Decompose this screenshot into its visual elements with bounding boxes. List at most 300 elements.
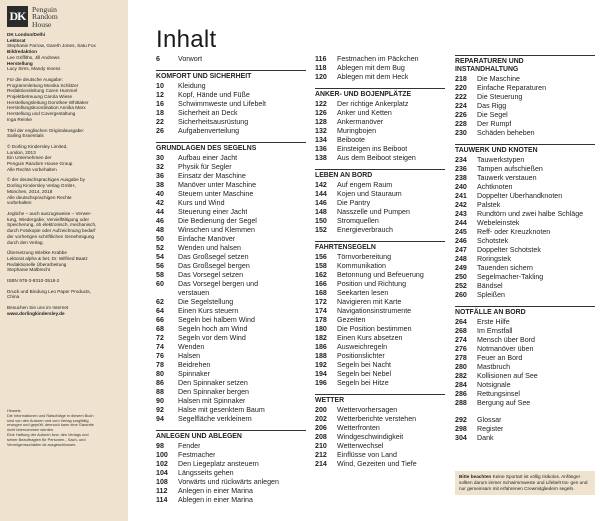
toc-entry-title: Schwimmweste und Lifebelt <box>178 100 266 108</box>
toc-page-number: 166 <box>315 280 327 288</box>
toc-page-number: 188 <box>315 352 327 360</box>
toc-column-3 <box>455 55 595 443</box>
toc-entry <box>315 64 445 73</box>
toc-page-number: 282 <box>455 372 467 380</box>
safety-note-line: gen und nur gemeinsam mit erfahrenen <box>459 480 588 491</box>
toc-entry-title: Achtknoten <box>477 183 513 191</box>
toc-page-number: 196 <box>315 379 327 387</box>
toc-entry-title: Die Pantry <box>337 199 371 207</box>
toc-entry <box>315 109 445 118</box>
toc-page-number: 242 <box>455 201 467 209</box>
toc-entry-title: Im Ernstfall <box>477 327 513 335</box>
toc-entry-title: Bändsel <box>477 282 503 290</box>
toc-entry <box>156 91 306 100</box>
toc-page-number: 304 <box>455 434 467 442</box>
toc-entry-title: Position und Richtung <box>337 280 407 288</box>
toc-page-number: 138 <box>315 154 327 162</box>
imprint-line: Redaktionsleitung Caren Hummel <box>7 88 78 94</box>
toc-entry <box>455 282 595 291</box>
toc-entry <box>455 264 595 273</box>
toc-entry <box>315 190 445 199</box>
toc-section-heading-text: GRUNDLAGEN DES SEGELNS <box>156 145 257 152</box>
imprint-line: Für die deutsche Ausgabe: <box>7 76 63 82</box>
toc-page-number: 206 <box>315 424 327 432</box>
toc-page-number: 246 <box>455 237 467 245</box>
toc-entry <box>156 415 306 424</box>
toc-entry-title: Spleißen <box>477 291 505 299</box>
toc-entry-title: Navigationsinstrumente <box>337 307 412 315</box>
toc-entry-title: Die Position bestimmen <box>337 325 412 333</box>
toc-entry-title: Betonnung und Befeuerung <box>337 271 424 279</box>
disclaimer-line: Vermögensschäden ist ausgeschlossen. <box>7 441 77 447</box>
toc-entry-title: Segeln bei halbem Wind <box>178 316 255 324</box>
toc-page-number: 236 <box>455 165 467 173</box>
toc-entry-title: verstauen <box>178 289 210 297</box>
toc-entry <box>156 244 306 253</box>
toc-entry <box>315 145 445 154</box>
safety-note-box <box>455 471 595 495</box>
toc-page-number: 144 <box>315 190 327 198</box>
toc-page-number: 156 <box>315 253 327 261</box>
toc-page-number: 284 <box>455 381 467 389</box>
toc-entry <box>315 73 445 82</box>
toc-entry-title: Törnvorbereitung <box>337 253 392 261</box>
toc-page-number: 192 <box>315 361 327 369</box>
toc-entry <box>455 372 595 381</box>
toc-page-number: 108 <box>156 478 168 486</box>
toc-entry-title: Den Liegeplatz ansteuern <box>178 460 259 468</box>
toc-page-number: 6 <box>156 55 160 63</box>
toc-entry-title: Manöver unter Maschine <box>178 181 257 189</box>
toc-entry-title: Wettervorhersagen <box>337 406 398 414</box>
toc-entry <box>455 425 595 434</box>
toc-entry-title: Anker und Ketten <box>337 109 392 117</box>
toc-page-number: 238 <box>455 174 467 182</box>
disclaimer-line: seiner Beauftragten für Personen-, Sach- und <box>7 436 86 442</box>
toc-entry <box>156 55 306 64</box>
disclaimer-line: Hinweis <box>7 408 21 413</box>
toc-entry-title: Wenden und halsen <box>178 244 241 252</box>
toc-entry <box>455 102 595 111</box>
toc-entry-title: Einfache Reparaturen <box>477 84 547 92</box>
toc-page-number: 212 <box>315 451 327 459</box>
toc-entry-title: Notsignale <box>477 381 511 389</box>
toc-entry-title: Tampen aufschießen <box>477 165 543 173</box>
toc-entry <box>455 345 595 354</box>
imprint-sidebar <box>0 0 128 521</box>
toc-page-number: 250 <box>455 273 467 281</box>
imprint-line: Penguin Random House Group <box>7 161 73 167</box>
toc-entry <box>455 291 595 300</box>
toc-page-number <box>156 289 178 298</box>
toc-entry <box>455 237 595 246</box>
toc-page-number: 128 <box>315 118 327 126</box>
imprint-line: Druck und Bindung Leo Paper Products, <box>7 288 91 294</box>
toc-entry <box>156 487 306 496</box>
toc-entry <box>156 325 306 334</box>
toc-page-number: 186 <box>315 343 327 351</box>
toc-entry <box>156 280 306 289</box>
safety-note-line: Keine Sportart ist völlig <box>492 474 541 479</box>
toc-page-number: 88 <box>156 388 164 396</box>
imprint-line: Bildredaktion <box>7 49 37 55</box>
toc-entry <box>455 165 595 174</box>
toc-section-heading <box>156 70 306 81</box>
toc-page-number: 148 <box>315 208 327 216</box>
toc-page-number: 52 <box>156 244 164 252</box>
toc-entry <box>156 271 306 280</box>
toc-entry-title: Feuer an Bord <box>477 354 523 362</box>
toc-entry <box>156 334 306 343</box>
toc-entry <box>315 181 445 190</box>
toc-entry-title: Halsen <box>178 352 201 360</box>
toc-entry-title: Segelmacher-Takling <box>477 273 544 281</box>
toc-page-number: 247 <box>455 246 467 254</box>
toc-entry-title: Das Rigg <box>477 102 507 110</box>
toc-page-number: 222 <box>455 93 467 101</box>
toc-section-heading <box>315 241 445 252</box>
toc-section-heading <box>455 306 595 317</box>
toc-entry-title: Segeln bei Nebel <box>337 370 392 378</box>
toc-page-number: 126 <box>315 109 327 117</box>
toc-entry <box>156 109 306 118</box>
toc-entry <box>455 390 595 399</box>
imprint-line: ISBN 978-3-8310-3518-2 <box>7 278 60 284</box>
toc-entry-title: Aus dem Beiboot steigen <box>337 154 416 162</box>
toc-entry-title: Wetterberichte verstehen <box>337 415 417 423</box>
publisher-logo <box>7 6 58 28</box>
toc-entry <box>156 100 306 109</box>
toc-page-number: 112 <box>156 487 168 495</box>
toc-section-heading-text: REPARATUREN UND <box>455 58 524 65</box>
toc-entry-title: Längsseits gehen <box>178 469 234 477</box>
toc-page-number: 162 <box>315 271 327 279</box>
toc-entry-title: Der richtige Ankerplatz <box>337 100 409 108</box>
imprint-line: Jegliche – auch auszugsweise – Verwer- <box>7 210 92 216</box>
toc-section-heading <box>455 144 595 155</box>
toc-entry <box>156 199 306 208</box>
toc-page-number: 100 <box>156 451 168 459</box>
toc-entry <box>156 442 306 451</box>
toc-page-number: 274 <box>455 336 467 344</box>
toc-entry-title: Schäden beheben <box>477 129 535 137</box>
toc-page-number: 168 <box>315 289 327 297</box>
toc-section-heading <box>315 394 445 405</box>
toc-page-number: 42 <box>156 199 164 207</box>
toc-page-number: 18 <box>156 109 164 117</box>
toc-page-number: 245 <box>455 228 467 236</box>
toc-section-heading-text: FAHRTENSEGELN <box>315 244 376 251</box>
disclaimer-line: Eine Haftung der Autoren bzw. des Verlags und <box>7 431 89 437</box>
dk-logo-icon: DK <box>7 6 28 27</box>
imprint-line: Alle deutschsprachigen Rechte <box>7 194 72 200</box>
imprint-line: London, 2013 <box>7 149 36 155</box>
toc-page-number: 26 <box>156 127 164 135</box>
toc-entry <box>156 127 306 136</box>
toc-entry-title: Gezeiten <box>337 316 366 324</box>
page-title: Inhalt <box>156 26 217 53</box>
publisher-name: Penguin Random House <box>32 5 58 29</box>
imprint-line: Lee Griffiths, Jill Andrews <box>7 54 60 60</box>
toc-entry <box>315 316 445 325</box>
toc-page-number: 86 <box>156 379 164 387</box>
toc-entry <box>156 289 306 298</box>
toc-entry <box>156 478 306 487</box>
imprint-line: Herstellungskoordination Annika Marx <box>7 105 86 111</box>
toc-page-number: 178 <box>315 316 327 324</box>
toc-entry <box>156 316 306 325</box>
toc-entry <box>156 217 306 226</box>
toc-entry <box>455 75 595 84</box>
toc-page-number: 120 <box>315 73 327 81</box>
toc-page-number: 264 <box>455 318 467 326</box>
toc-page-number: 248 <box>455 255 467 263</box>
toc-entry <box>315 442 445 451</box>
toc-entry-title: Die Segel <box>477 111 508 119</box>
imprint-line: Redaktionelle Überarbeitung <box>7 261 67 267</box>
toc-page-number: 226 <box>455 111 467 119</box>
toc-entry-title: Ablegen mit dem Bug <box>337 64 405 72</box>
toc-entry-title: Vorwort <box>178 55 203 63</box>
toc-page-number: 172 <box>315 298 327 306</box>
toc-entry <box>315 208 445 217</box>
toc-entry-title: Schotstek <box>477 237 509 245</box>
toc-entry <box>315 352 445 361</box>
toc-page-number: 202 <box>315 415 327 423</box>
toc-entry <box>315 451 445 460</box>
safety-note-line: Crewmitgliedern segeln. <box>524 486 575 491</box>
disclaimer-line: nicht übernommen werden. <box>7 427 55 433</box>
toc-entry <box>156 208 306 217</box>
toc-page-number: 214 <box>315 460 327 468</box>
toc-page-number: 292 <box>455 416 467 424</box>
imprint-line: Sailing Essentials <box>7 133 44 139</box>
safety-note-line: risikolos. Anfänger sollten darum <box>459 474 581 485</box>
toc-entry <box>315 415 445 424</box>
toc-entry-title: Anlegen in einer Marina <box>178 487 253 495</box>
imprint-line: Herstellung <box>7 60 33 66</box>
toc-entry-title: Vorwärts und rückwärts anlegen <box>178 478 279 486</box>
toc-entry <box>315 343 445 352</box>
toc-entry <box>156 154 306 163</box>
toc-entry-title: Rundtörn und zwei halbe Schläge <box>477 210 584 218</box>
toc-page-number: 142 <box>315 181 327 189</box>
toc-entry-title: Aufbau einer Jacht <box>178 154 238 162</box>
toc-entry-title: Bergung auf See <box>477 399 531 407</box>
safety-note-label: Bitte beachten <box>459 474 492 479</box>
toc-entry <box>455 201 595 210</box>
toc-entry-title: Das Vorsegel bergen und <box>178 280 259 288</box>
toc-page-number: 104 <box>156 469 168 477</box>
toc-entry-title: Dank <box>477 434 494 442</box>
disclaimer-line: erwogen und geprüft, dennoch kann eine Garantie <box>7 422 94 428</box>
toc-column-1 <box>156 55 306 505</box>
imprint-line: Speicherung, ob elektronisch, mechanisch, <box>7 222 97 228</box>
toc-page-number: 32 <box>156 163 164 171</box>
toc-entry <box>315 55 445 64</box>
toc-entry <box>156 352 306 361</box>
toc-entry <box>455 416 595 425</box>
toc-entry-title: Reff- oder Kreuzknoten <box>477 228 551 236</box>
toc-entry <box>156 235 306 244</box>
imprint-line: © Dorling Kindersley Limited, <box>7 143 68 149</box>
toc-entry <box>315 217 445 226</box>
toc-entry <box>455 192 595 201</box>
imprint-text <box>7 32 122 317</box>
toc-page-number: 134 <box>315 136 327 144</box>
toc-entry-title: Kurs und Wind <box>178 199 225 207</box>
toc-entry <box>315 289 445 298</box>
toc-entry <box>315 334 445 343</box>
toc-entry <box>156 496 306 505</box>
imprint-line: Herstellung und Covergestaltung <box>7 111 76 117</box>
toc-entry <box>455 434 595 443</box>
toc-entry <box>156 181 306 190</box>
toc-entry <box>315 199 445 208</box>
toc-page-number: 40 <box>156 190 164 198</box>
toc-page-number: 182 <box>315 334 327 342</box>
toc-entry-title: Ausweichregeln <box>337 343 388 351</box>
toc-entry <box>455 318 595 327</box>
toc-entry <box>156 379 306 388</box>
toc-page-number: 228 <box>455 120 467 128</box>
toc-entry <box>455 219 595 228</box>
toc-entry-title: Wetterwechsel <box>337 442 384 450</box>
toc-page-number: 92 <box>156 406 164 414</box>
toc-entry-title: Positionslichter <box>337 352 385 360</box>
toc-entry-title: Ankermanöver <box>337 118 384 126</box>
toc-entry <box>455 210 595 219</box>
toc-entry-title: Tauenden sichern <box>477 264 534 272</box>
toc-entry-title: Webeleinstek <box>477 219 520 227</box>
toc-section-heading-text: TAUWERK UND KNOTEN <box>455 147 538 154</box>
toc-entry-title: Roringstek <box>477 255 511 263</box>
disclaimer-line: Die Informationen und Ratschläge in diesem Buch <box>7 412 94 418</box>
toc-entry-title: Kommunikation <box>337 262 386 270</box>
toc-entry <box>156 397 306 406</box>
imprint-line: Lektorat <box>7 37 26 43</box>
toc-entry-title: Den Spinnaker setzen <box>178 379 248 387</box>
toc-entry <box>315 136 445 145</box>
toc-entry-title: Register <box>477 425 504 433</box>
toc-entry-title: Tauwerk verstauen <box>477 174 537 182</box>
toc-entry <box>455 363 595 372</box>
toc-page-number: 50 <box>156 235 164 243</box>
imprint-line: Alle Rechte vorbehalten <box>7 166 57 172</box>
toc-entry <box>315 298 445 307</box>
imprint-line: vorbehalten <box>7 200 32 206</box>
toc-page-number: 224 <box>455 102 467 110</box>
toc-entry <box>315 226 445 235</box>
toc-entry-title: Energieverbrauch <box>337 226 393 234</box>
toc-entry <box>455 183 595 192</box>
toc-entry-title: Kleidung <box>178 82 206 90</box>
imprint-line: München, 2014, 2018 <box>7 188 53 194</box>
toc-entry <box>315 253 445 262</box>
toc-entry-title: Festmacher <box>178 451 216 459</box>
toc-entry-title: Wetterfronten <box>337 424 380 432</box>
toc-page-number: 74 <box>156 343 164 351</box>
toc-entry <box>156 253 306 262</box>
toc-entry <box>156 451 306 460</box>
toc-section-heading <box>315 169 445 180</box>
toc-page-number: 249 <box>455 264 467 272</box>
imprint-line: Herstellungsleitung Dorothee Whittaker <box>7 99 89 105</box>
toc-page-number: 276 <box>455 345 467 353</box>
toc-entry-title: Halsen mit Spinnaker <box>178 397 246 405</box>
toc-page-number: 64 <box>156 307 164 315</box>
imprint-line: Lucy Sims, Mandy Inness <box>7 66 61 72</box>
toc-entry-title: Tauwerkstypen <box>477 156 525 164</box>
toc-page-number: 268 <box>455 327 467 335</box>
toc-entry <box>156 82 306 91</box>
imprint-line: tung, Wiedergabe, Vervielfältigung oder <box>7 216 90 222</box>
toc-page-number: 278 <box>455 354 467 362</box>
toc-entry <box>455 399 595 408</box>
toc-entry <box>315 370 445 379</box>
toc-entry-title: Physik für Segler <box>178 163 232 171</box>
toc-entry-title: Segelfläche verkleinern <box>178 415 252 423</box>
toc-entry-title: Aufgabenverteilung <box>178 127 240 135</box>
toc-entry <box>455 129 595 138</box>
toc-page-number: 218 <box>455 75 467 83</box>
imprint-line: DK London/Delhi <box>7 32 46 37</box>
toc-spacer <box>455 408 595 416</box>
toc-entry-title: Sicherheit an Deck <box>178 109 238 117</box>
toc-entry <box>455 354 595 363</box>
toc-page-number: 80 <box>156 370 164 378</box>
toc-page-number: 62 <box>156 298 164 306</box>
disclaimer-note <box>7 409 122 447</box>
toc-entry <box>156 163 306 172</box>
toc-page-number: 132 <box>315 127 327 135</box>
imprint-line: © der deutschsprachigen Ausgabe by <box>7 177 85 183</box>
toc-entry <box>156 172 306 181</box>
toc-page-number: 22 <box>156 118 164 126</box>
toc-page-number: 90 <box>156 397 164 405</box>
toc-entry <box>156 460 306 469</box>
toc-entry <box>315 100 445 109</box>
toc-entry-title: Segeln bei Hitze <box>337 379 389 387</box>
toc-section-heading-text: ANKER- UND BOJENPLÄTZE <box>315 91 412 98</box>
toc-entry-title: Kojen und Stauraum <box>337 190 402 198</box>
imprint-line: Programmleitung Monika Schlitzer <box>7 82 79 88</box>
toc-page-number: 66 <box>156 316 164 324</box>
toc-entry <box>455 327 595 336</box>
toc-entry-title: Ablegen in einer Marina <box>178 496 253 504</box>
toc-entry <box>315 361 445 370</box>
toc-entry <box>156 361 306 370</box>
toc-entry-title: Fender <box>178 442 201 450</box>
toc-page-number: 16 <box>156 100 164 108</box>
toc-entry-title: Das Großsegel bergen <box>178 262 250 270</box>
toc-entry-title: Doppelter Schotstek <box>477 246 541 254</box>
toc-page-number: 180 <box>315 325 327 333</box>
imprint-line: China <box>7 294 20 300</box>
toc-page-number: 240 <box>455 183 467 191</box>
toc-entry-title: Segeln vor dem Wind <box>178 334 246 342</box>
toc-page-number: 260 <box>455 291 467 299</box>
toc-entry <box>315 271 445 280</box>
toc-entry <box>156 388 306 397</box>
toc-entry-title: Die Segelstellung <box>178 298 234 306</box>
imprint-line: Dorling Kindersley Verlag GmbH, <box>7 183 76 189</box>
toc-entry <box>455 381 595 390</box>
toc-entry <box>156 226 306 235</box>
toc-page-number: 146 <box>315 199 327 207</box>
toc-page-number: 78 <box>156 361 164 369</box>
toc-page-number: 286 <box>455 390 467 398</box>
